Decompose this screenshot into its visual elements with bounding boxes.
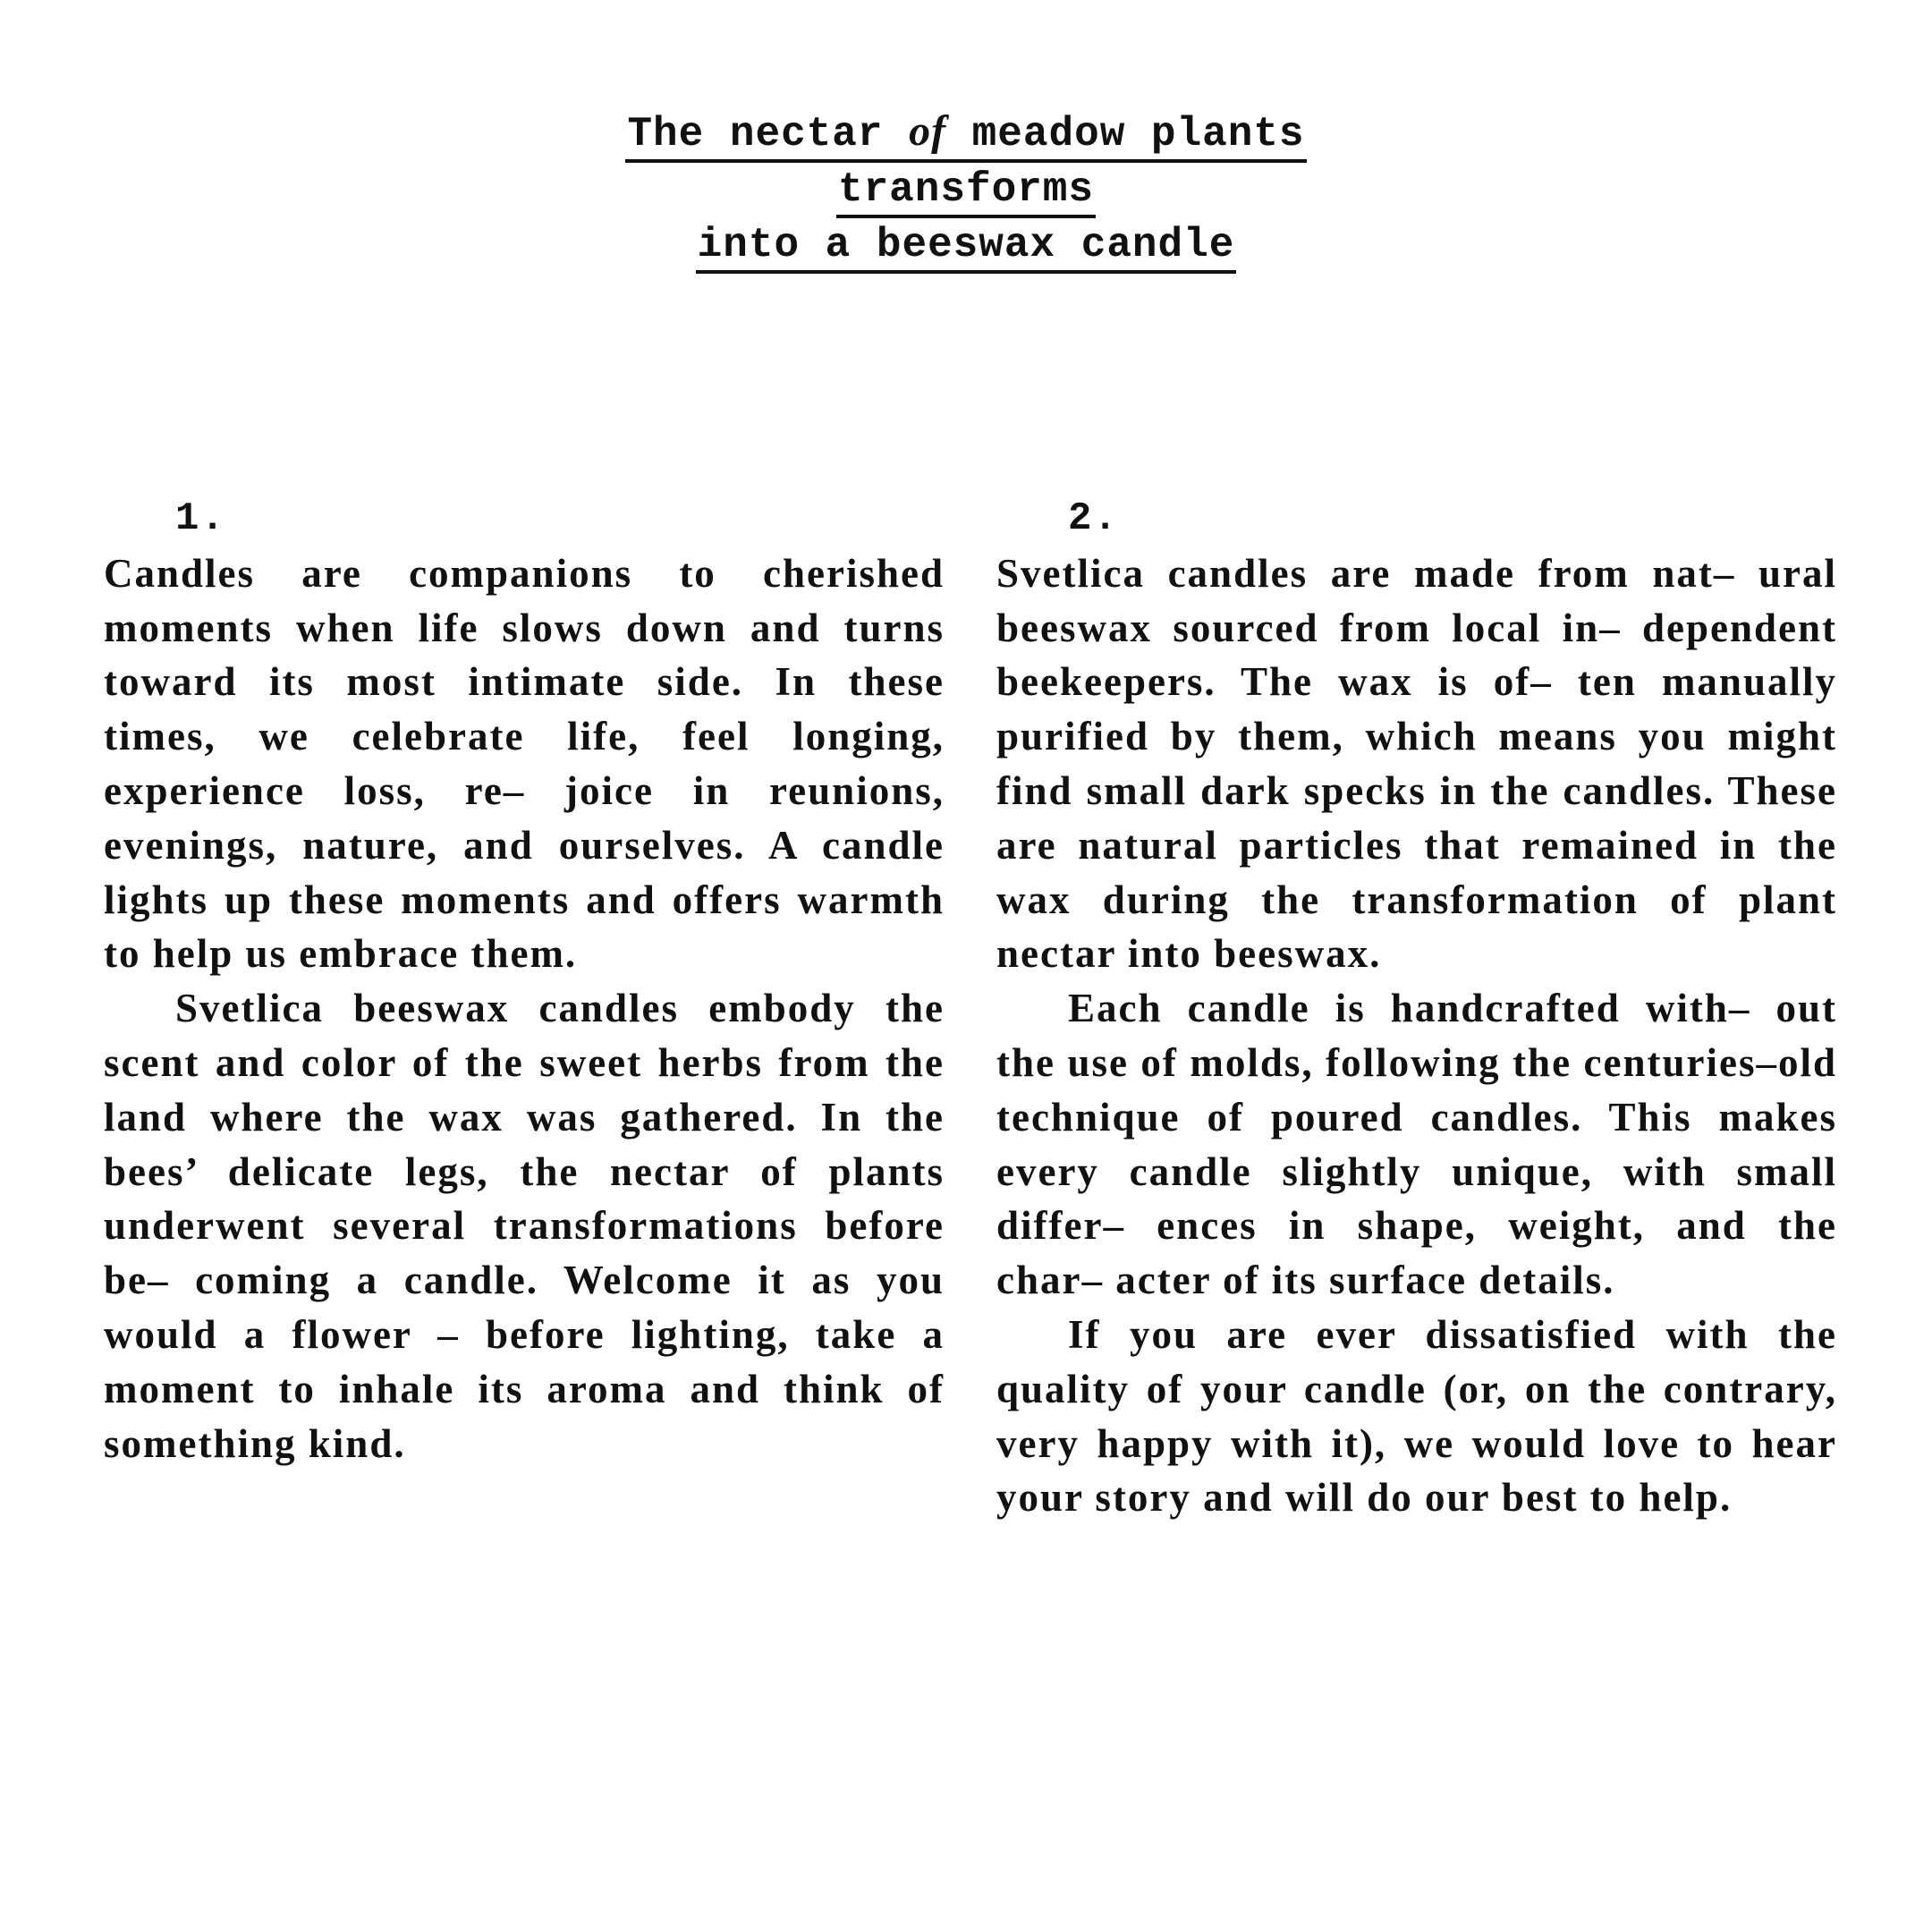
paragraph: Each candle is handcrafted with– out the use of molds, following the centuries–old technique of poured candles. This makes every candle slightly unique, with small differ– ences in shape, weight, and the char– acter of its surface details. xyxy=(996,986,1837,1303)
column-1 xyxy=(104,492,945,1470)
column-2 xyxy=(996,492,1837,1525)
column-number: 2. xyxy=(1068,496,1119,541)
title-line-3 xyxy=(0,218,1932,274)
paragraph: Candles are companions to cherished moments when life slows down and turns toward its most intimate side. In these times, we celebrate life, feel longing, experience loss, re– joice in reunions, evenings, nature, and ourselves. A candle lights up these moments and offers warmth to help us embrace them. xyxy=(104,550,945,977)
column-number: 1. xyxy=(175,496,226,541)
title-line-1-end: meadow plants xyxy=(946,111,1305,157)
paragraph: Svetlica beeswax candles embody the scent and color of the sweet herbs from the land where the wax was gathered. In the bees’ delicate legs, the nectar of plants underwent several transformations before be– coming a candle. Welcome it as you would a flower – before lighting, take a moment to inhale its aroma and think of something kind. xyxy=(104,986,945,1466)
title-line-2 xyxy=(0,163,1932,218)
title-line-3-text: into a beeswax candle xyxy=(696,224,1237,274)
paragraph: Svetlica candles are made from nat– ural beeswax sourced from local in– dependent beekeepers. The wax is of– ten manually purified by them, which means you might find small dark specks in the candles. These are natural particles that remained in the wax during the transformation of plant nectar into beeswax. xyxy=(996,550,1837,977)
page-title xyxy=(0,107,1932,274)
title-line-2-text: transforms xyxy=(836,168,1096,218)
title-line-1-start: The nectar xyxy=(627,111,910,157)
paragraph: If you are ever dissatisfied with the quality of your candle (or, on the contrary, very happy with it), we would love to hear your story and will do our best to help. xyxy=(996,1311,1837,1521)
title-line-1 xyxy=(0,107,1932,163)
title-italic-word: of xyxy=(909,107,947,155)
